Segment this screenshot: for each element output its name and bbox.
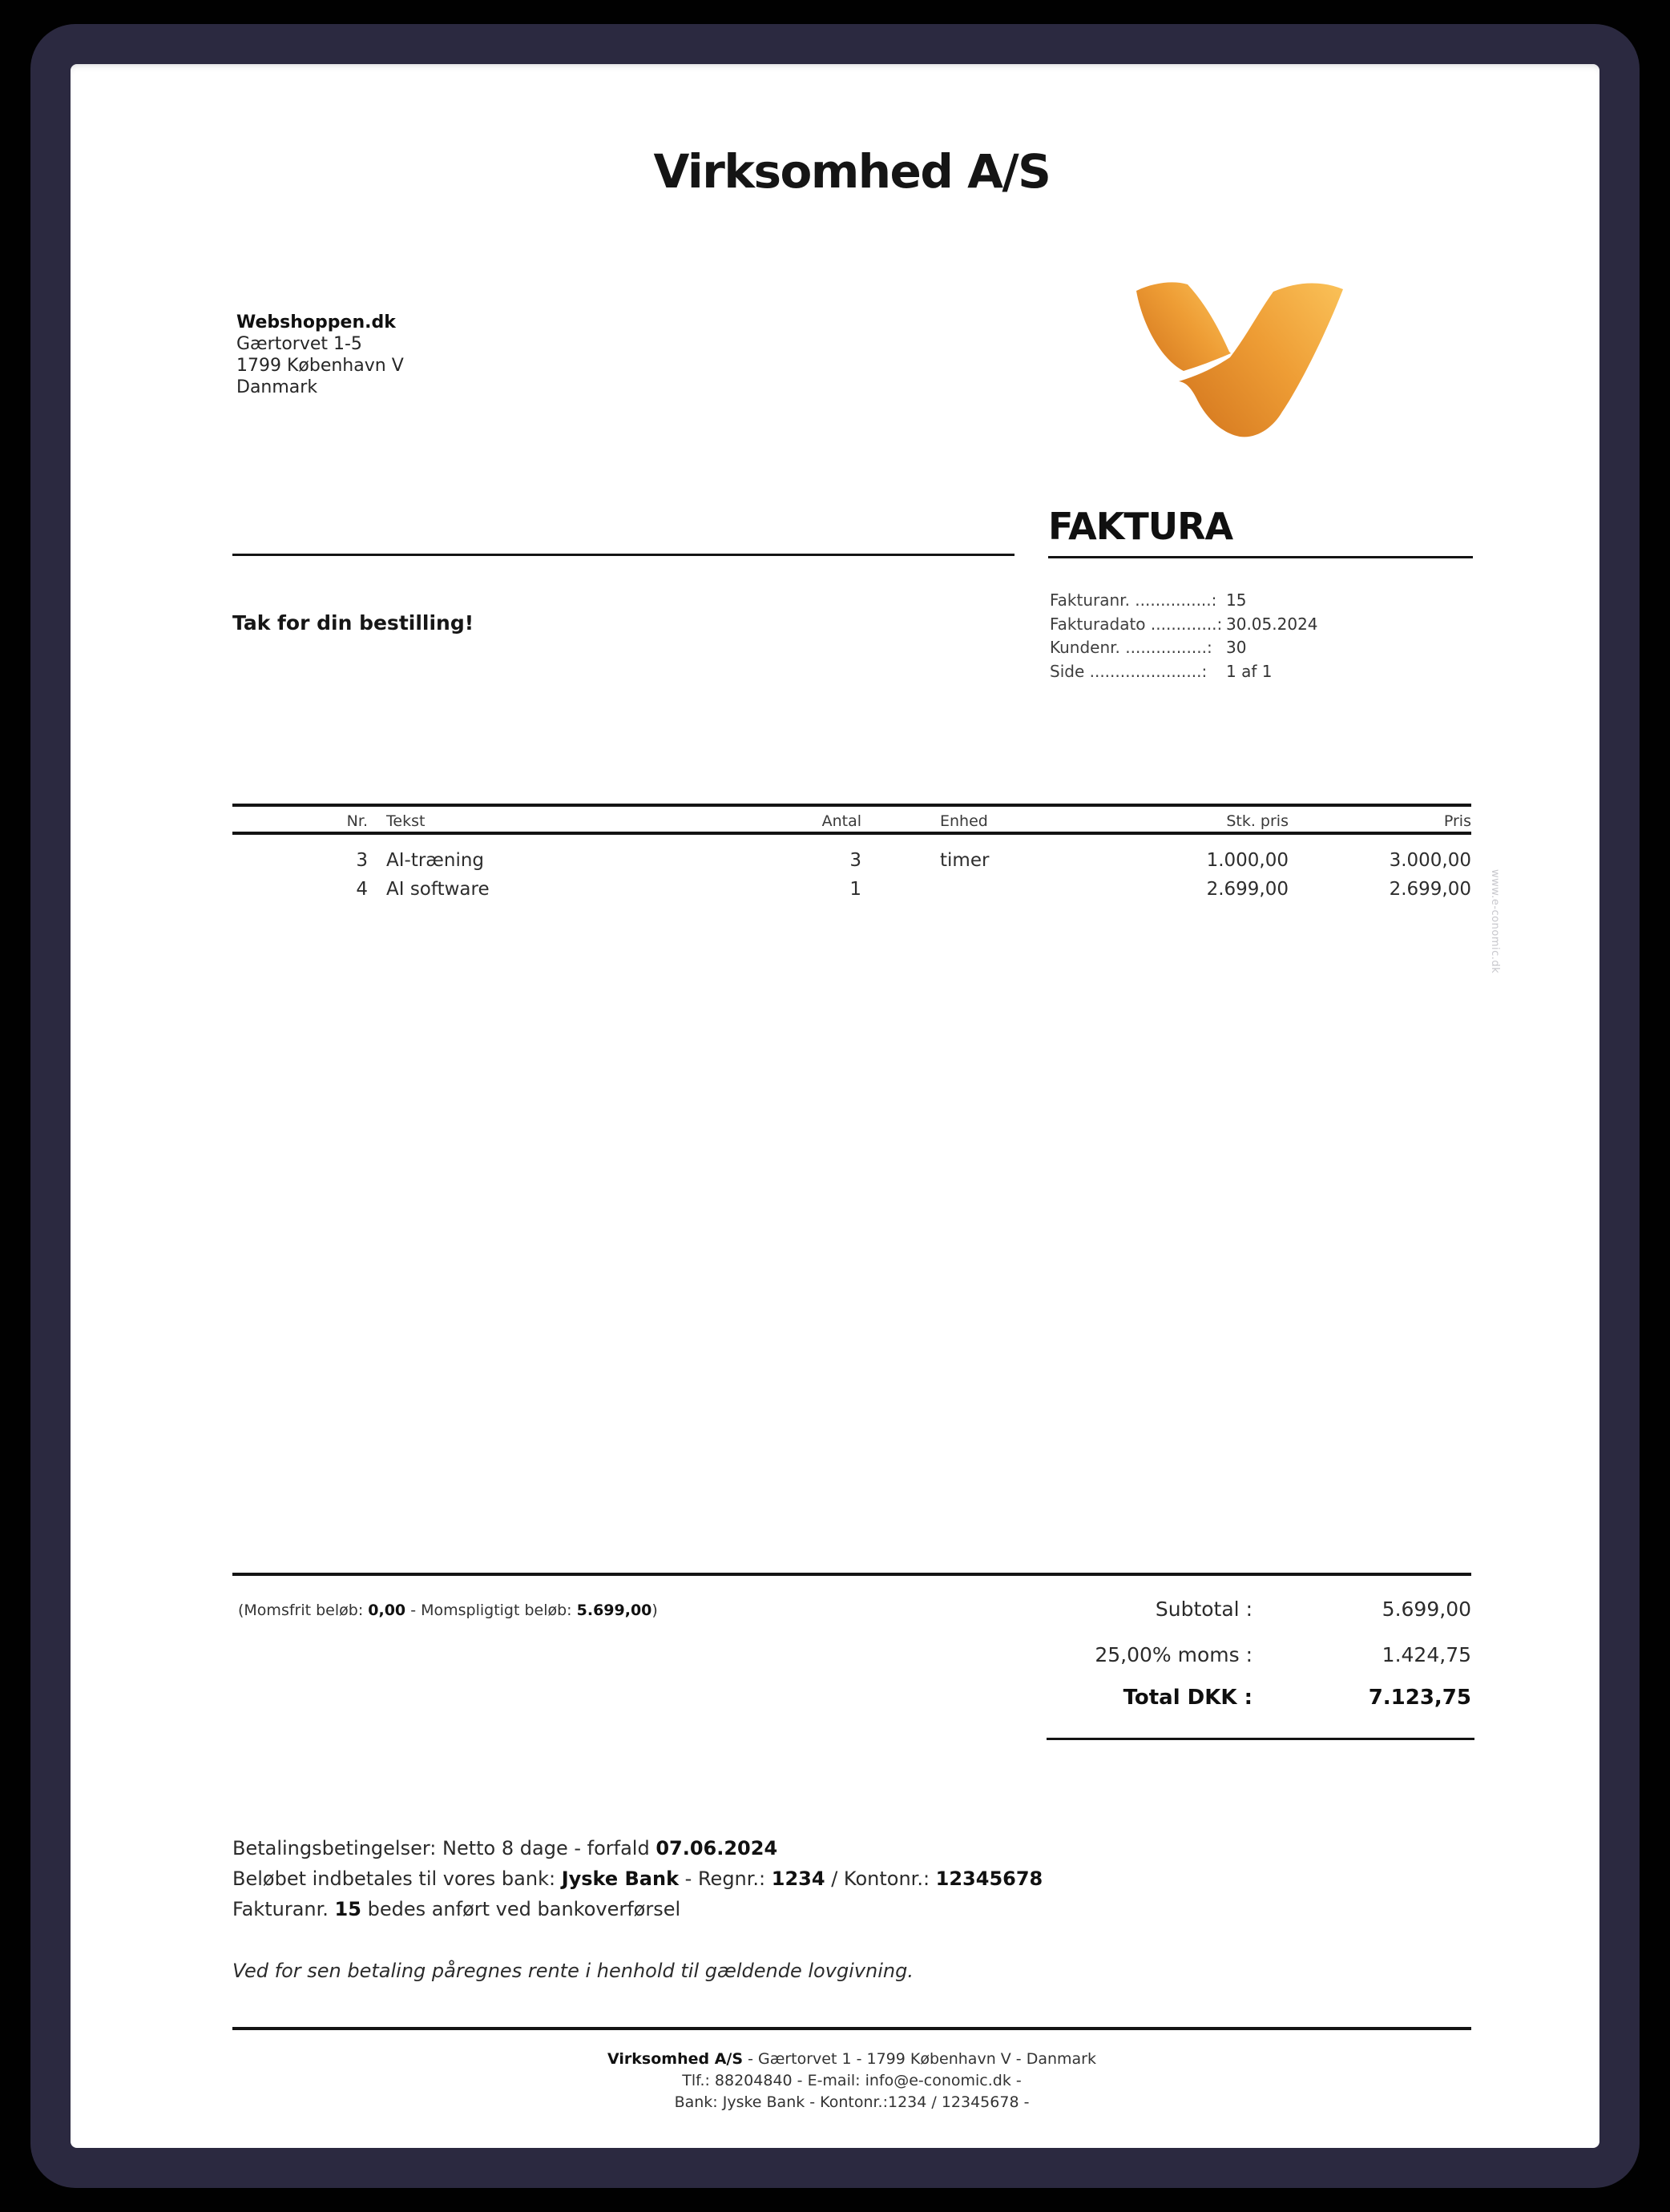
- table-row: 1.000,00: [1206, 850, 1289, 871]
- bank-name: Jyske Bank: [561, 1868, 680, 1890]
- totals-bottom-rule: [1047, 1738, 1474, 1740]
- customer-number-label: Kundenr. ................:: [1050, 638, 1212, 657]
- customer-number-value: 30: [1226, 638, 1247, 657]
- table-row: 3: [849, 850, 861, 871]
- table-row: 1: [849, 879, 861, 900]
- col-header-tekst: Tekst: [386, 812, 426, 830]
- footer-bank-line: Bank: Jyske Bank - Kontonr.:1234 / 12345678 -: [674, 2093, 1030, 2111]
- sender-name: Webshoppen.dk: [236, 312, 396, 332]
- invoice-page: [71, 64, 1599, 2148]
- page-number-label: Side ......................:: [1050, 662, 1208, 681]
- due-date: 07.06.2024: [655, 1837, 778, 1859]
- subtotal-value: 5.699,00: [1382, 1598, 1471, 1621]
- subtotal-label: Subtotal :: [1155, 1598, 1252, 1621]
- sender-address-block: [236, 312, 404, 398]
- table-row: 2.699,00: [1389, 879, 1471, 900]
- watermark-text: www.e-conomic.dk: [1489, 869, 1501, 974]
- page-title: Virksomhed A/S: [653, 144, 1051, 199]
- payment-terms-line: [232, 1837, 777, 1859]
- reference-suffix: bedes anført ved bankoverførsel: [361, 1898, 681, 1920]
- footer-company-line: [232, 2050, 1471, 2068]
- table-row: 3: [356, 850, 368, 871]
- vat-note-prefix: (Momsfrit beløb:: [238, 1602, 369, 1619]
- vat-label: 25,00% moms :: [1095, 1643, 1252, 1666]
- footer-company-address: - Gærtorvet 1 - 1799 København V - Danmark: [743, 2050, 1096, 2068]
- invoice-number-row: [1050, 590, 1474, 611]
- reference-line: [232, 1898, 680, 1920]
- col-header-stk-pris: Stk. pris: [1226, 812, 1289, 830]
- table-row: AI-træning: [386, 850, 485, 871]
- reference-prefix: Fakturanr.: [232, 1898, 335, 1920]
- reference-number: 15: [334, 1898, 361, 1920]
- invoice-date-label: Fakturadato .............:: [1050, 614, 1223, 634]
- total-label: Total DKK :: [1123, 1686, 1252, 1710]
- v-logo-icon: [1132, 279, 1349, 447]
- customer-number-row: [1050, 638, 1474, 659]
- table-top-rule: [232, 804, 1471, 807]
- invoice-heading-underline: [1048, 556, 1473, 558]
- invoice-heading: FAKTURA: [1048, 505, 1233, 548]
- table-row: 3.000,00: [1389, 850, 1471, 871]
- v-logo-blade: [1136, 282, 1231, 371]
- vat-note-suffix: ): [651, 1602, 658, 1619]
- vat-liable-amount: 5.699,00: [576, 1602, 652, 1619]
- invoice-date-row: [1050, 614, 1474, 635]
- table-row: AI software: [386, 879, 490, 900]
- vat-note: [238, 1602, 658, 1619]
- bank-info-line: [232, 1868, 1043, 1890]
- kontonr-value: 12345678: [935, 1868, 1043, 1890]
- footer-company-name: Virksomhed A/S: [607, 2050, 744, 2068]
- sender-street: Gærtorvet 1-5: [236, 334, 362, 354]
- footer-rule: [232, 2027, 1471, 2030]
- table-row: 2.699,00: [1206, 879, 1289, 900]
- invoice-number-label: Fakturanr. ...............:: [1050, 590, 1217, 610]
- footer-contact-line: Tlf.: 88204840 - E-mail: info@e-conomic.dk -: [682, 2072, 1022, 2089]
- payment-terms-text: Betalingsbetingelser: Netto 8 dage - forfald: [232, 1837, 656, 1859]
- page-number-row: [1050, 662, 1474, 683]
- vat-value: 1.424,75: [1382, 1643, 1471, 1666]
- vat-note-middle: - Momspligtigt beløb:: [405, 1602, 577, 1619]
- invoice-date-value: 30.05.2024: [1226, 614, 1318, 634]
- table-row: timer: [940, 850, 990, 871]
- header-divider: [232, 554, 1015, 556]
- col-header-nr: Nr.: [346, 812, 368, 830]
- page-number-value: 1 af 1: [1226, 662, 1273, 681]
- sender-city: 1799 København V: [236, 356, 404, 376]
- sender-country: Danmark: [236, 377, 318, 397]
- greeting-text: Tak for din bestilling!: [232, 611, 474, 635]
- regnr-value: 1234: [771, 1868, 825, 1890]
- vat-free-amount: 0,00: [368, 1602, 406, 1619]
- kontonr-label: / Kontonr.:: [825, 1868, 936, 1890]
- totals-top-rule: [232, 1573, 1471, 1576]
- bank-info-text: Beløbet indbetales til vores bank:: [232, 1868, 562, 1890]
- total-value: 7.123,75: [1368, 1686, 1471, 1710]
- late-payment-notice: Ved for sen betaling påregnes rente i henhold til gældende lovgivning.: [232, 1960, 914, 1982]
- table-header-rule: [232, 832, 1471, 835]
- col-header-antal: Antal: [821, 812, 861, 830]
- table-row: 4: [356, 879, 368, 900]
- device-frame: [30, 24, 1640, 2188]
- invoice-number-value: 15: [1226, 590, 1247, 610]
- regnr-label: - Regnr.:: [679, 1868, 772, 1890]
- col-header-enhed: Enhed: [940, 812, 988, 830]
- col-header-pris: Pris: [1443, 812, 1471, 830]
